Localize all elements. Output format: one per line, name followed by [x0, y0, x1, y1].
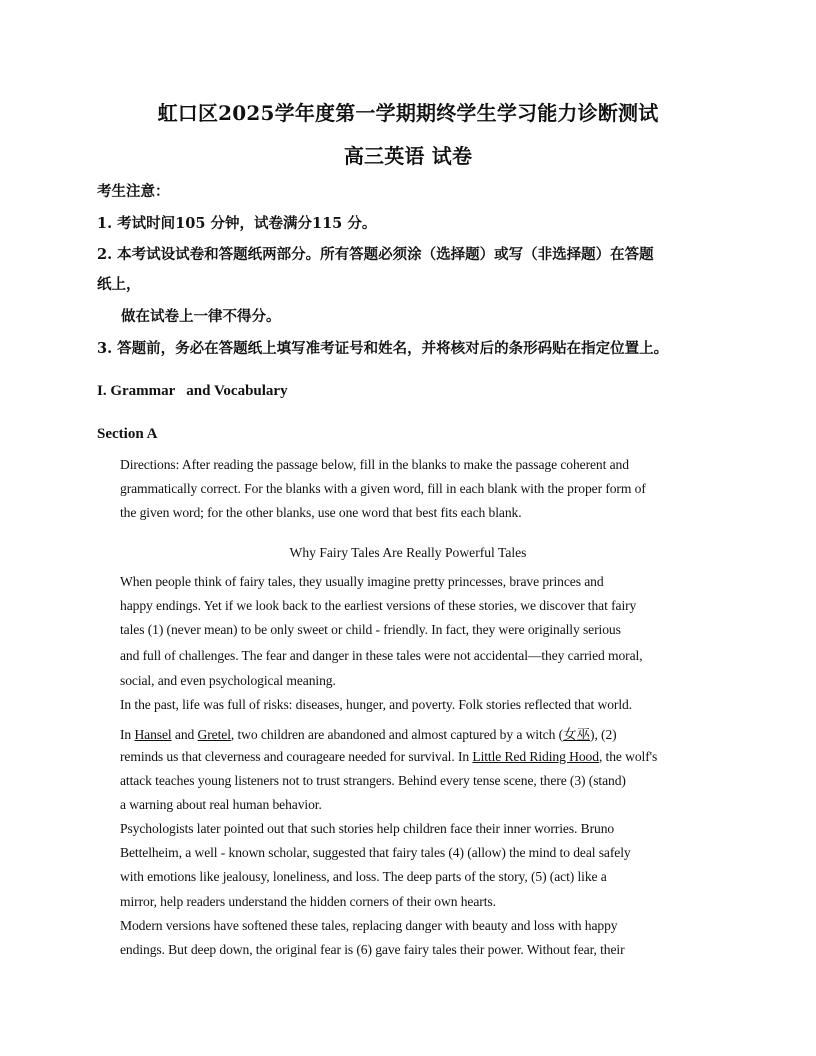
passage-line: mirror, help readers understand the hidden corners of their own hearts.: [120, 894, 496, 909]
part-heading: I. Grammar and Vocabulary: [97, 383, 288, 399]
notice-item-1: 1. 考试时间105 分钟，试卷满分115 分。: [97, 215, 377, 232]
exam-subtitle: 高三英语 试卷: [343, 144, 473, 168]
passage-text: ), (2): [590, 727, 617, 742]
passage-text: , the wolf's: [598, 749, 658, 764]
passage-line: and full of challenges. The fear and danger in these tales were not accidental—they carried moral,: [120, 648, 643, 663]
notice-item-2-cont: 纸上，: [97, 276, 141, 293]
directions-line: grammatically correct. For the blanks with a given word, fill in each blank with the proper form of: [120, 481, 646, 496]
passage-text: reminds us that cleverness and courageare needed for survival. In: [120, 749, 473, 764]
passage-line: tales (1) (never mean) to be only sweet or child - friendly. In fact, they were originally serious: [120, 622, 621, 637]
notice-item-2: 2. 本考试设试卷和答题纸两部分。所有答题必须涂（选择题）或写（非选择题）在答题: [97, 246, 654, 263]
story-title-red-riding-hood: Little Red Riding Hood: [472, 749, 599, 764]
passage-line: a warning about real human behavior.: [120, 797, 322, 812]
passage-line: [120, 749, 657, 765]
notice-item-3: 3. 答题前，务必在答题纸上填写准考证号和姓名，并将核对后的条形码贴在指定位置上。: [97, 340, 669, 357]
passage-line: attack teaches young listeners not to trust strangers. Behind every tense scene, there (3) (stand): [120, 773, 626, 788]
passage-text: , two children are abandoned and almost captured by a witch (: [230, 727, 564, 742]
passage-line: with emotions like jealousy, loneliness, and loss. The deep parts of the story, (5) (act) like a: [120, 869, 607, 884]
passage-text: In: [120, 727, 135, 742]
notice-item-2-cont2: 做在试卷上一律不得分。: [121, 308, 281, 325]
story-title-gretel: Gretel: [197, 727, 231, 742]
section-heading: Section A: [97, 426, 158, 442]
directions-line: the given word; for the other blanks, use one word that best fits each blank.: [120, 505, 522, 520]
passage-line: social, and even psychological meaning.: [120, 673, 336, 688]
passage-line: Modern versions have softened these tales, replacing danger with beauty and loss with happy: [120, 918, 618, 933]
story-title-hansel: Hansel: [134, 727, 172, 742]
witch-gloss: 女巫: [563, 727, 591, 742]
passage-line: Psychologists later pointed out that such stories help children face their inner worries. Bruno: [120, 821, 615, 836]
directions-line: Directions: After reading the passage below, fill in the blanks to make the passage coherent and: [120, 457, 629, 472]
notice-heading: 考生注意：: [97, 183, 170, 200]
passage-line: [120, 723, 617, 743]
passage-line: happy endings. Yet if we look back to the earliest versions of these stories, we discover that fairy: [120, 598, 637, 613]
passage-line: Bettelheim, a well - known scholar, suggested that fairy tales (4) (allow) the mind to deal safely: [120, 845, 631, 860]
passage-title: Why Fairy Tales Are Really Powerful Tales: [289, 545, 527, 560]
passage-text: and: [171, 727, 198, 742]
passage-line: When people think of fairy tales, they usually imagine pretty princesses, brave princes and: [120, 574, 604, 589]
passage-line: endings. But deep down, the original fear is (6) gave fairy tales their power. Without fear, their: [120, 942, 625, 957]
exam-title: 虹口区2025学年度第一学期期终学生学习能力诊断测试: [157, 101, 659, 125]
passage-line: In the past, life was full of risks: diseases, hunger, and poverty. Folk stories reflected that world.: [120, 697, 632, 712]
